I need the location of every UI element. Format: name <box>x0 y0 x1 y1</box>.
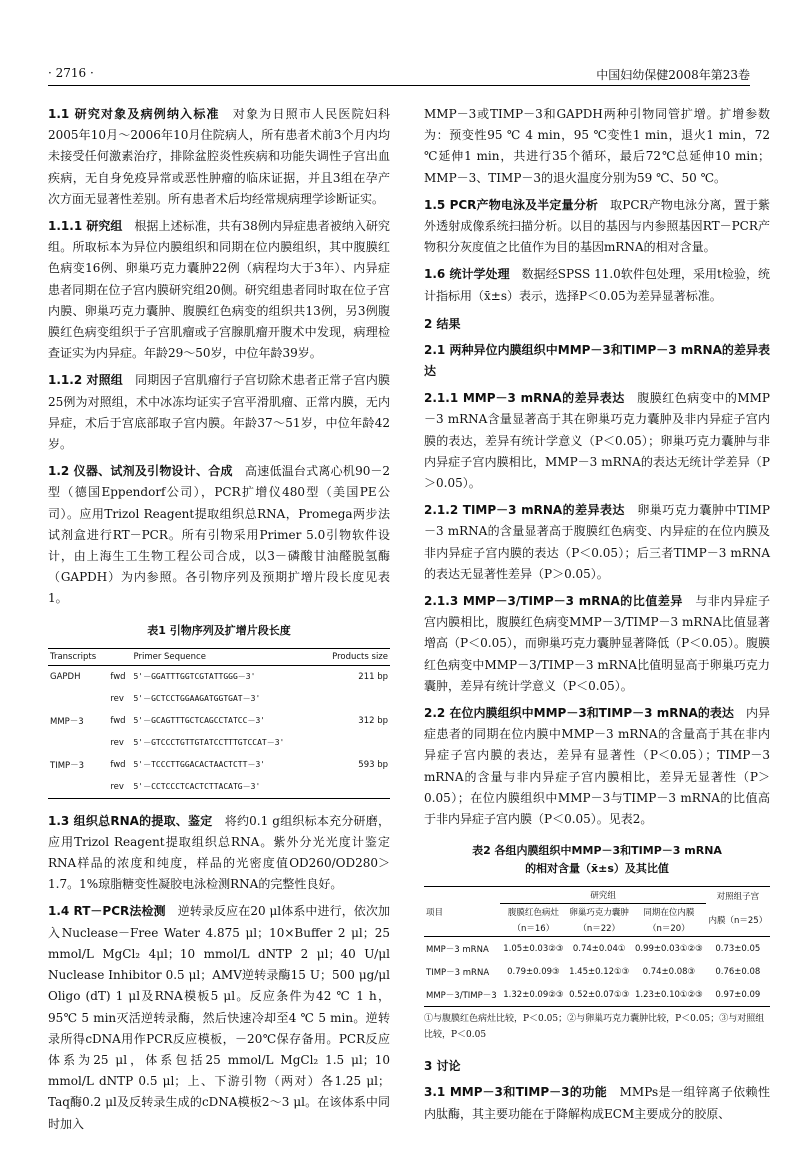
table-cell: 0.74±0.08③ <box>642 966 696 977</box>
paragraph-1-3 <box>48 811 390 896</box>
table-row <box>48 665 390 688</box>
paragraph-1-2 <box>48 461 390 609</box>
page-header <box>48 66 750 84</box>
heading-1-1: 1.1 研究对象及病例纳入标准 <box>48 107 220 121</box>
table-cell: rev <box>110 693 124 704</box>
text-2-1-1: 腹膜红色病变中的MMP－3 mRNA含量显著高于其在卵巢巧克力囊肿及非内异症子宫内膜的表达，差异有统计学意义（P＜0.05）；卵巢巧克力囊肿与非内异症子宫内膜相比，MMP－3 mRNA的表达无统计学差异（P＞0.05）。 <box>424 391 770 491</box>
table-cell: fwd <box>110 715 126 726</box>
table-cell: MMP－3/TIMP－3 <box>426 990 497 1001</box>
right-column <box>424 104 770 1131</box>
table2-subheader-n: （n＝16） <box>500 920 566 937</box>
heading-2-2: 2.2 在位内膜组织中MMP－3和TIMP－3 mRNA的表达 <box>424 706 734 721</box>
table-cell: 1.45±0.12①③ <box>569 966 630 977</box>
table-cell: 0.74±0.04① <box>572 943 626 954</box>
table-cell: 312 bp <box>358 715 388 726</box>
table-row <box>424 983 770 1007</box>
text-1-6: 数据经SPSS 11.0软件包处理，采用t检验，统计指标用（x̄±s）表示，选择P＜0.05为差异显著标准。 <box>424 267 770 303</box>
heading-2-1-2: 2.1.2 TIMP－3 mRNA的差异表达 <box>424 503 625 518</box>
paragraph-2-1-3 <box>424 591 770 697</box>
paragraph-2-1-2 <box>424 500 770 585</box>
header-rule <box>48 85 750 86</box>
heading-1-3: 1.3 组织总RNA的提取、鉴定 <box>48 813 213 828</box>
table-cell: fwd <box>110 759 126 770</box>
text-2-1-3: 与非内异症子宫内膜相比，腹膜红色病变MMP－3/TIMP－3 mRNA比值显著增高（P＜0.05），而卵巢巧克力囊肿显著降低（P＜0.05）。腹膜红色病变中MMP－3/TIMP－3 mRNA比值明显高于卵巢巧克力囊肿，差异有统计学意义（P＜0.05）。 <box>424 594 770 693</box>
table-cell: MMP－3 mRNA <box>426 944 489 955</box>
table-cell: MMP－3 <box>50 716 84 727</box>
heading-3-1: 3.1 MMP－3和TIMP－3的功能 <box>424 1085 608 1100</box>
text-1-4: 逆转录反应在20 μl体系中进行，依次加入Nuclease－Free Water 4.875 μl；10×Buffer 2 μl；25 mmol/L MgCl₂ 4μl；10 mmol/L dNTP 2 μl；40 U/μl Nuclease Inhibitor 0.5 μl；AMV逆转录酶15 U；500 μg/μl Oligo (dT) 1 μl及RNA模板5 μl。反应条件为42 ℃ 1 h，95℃ 5 min灭活逆转录酶，然后快速冷却至4 ℃ 5 min。逆转录所得cDNA用作PCR反应模板，－20℃保存备用。PCR反应体系为25 μl，体系包括25 mmol/L MgCl₂ 1.5 μl；10 mmol/L dNTP 0.5 μl；上、下游引物（两对）各1.25 μl；Taq酶0.2 μl及反转录生成的cDNA模板2～3 μl。在该体系中同时加入 <box>48 904 390 1131</box>
table-row <box>424 937 770 961</box>
table-cell: 5'－TCCCTTGGACACTAACTCTT－3' <box>133 760 266 770</box>
table2-item-header: 项目 <box>424 887 500 937</box>
heading-1-1-1: 1.1.1 研究组 <box>48 219 123 234</box>
table-row <box>48 732 390 754</box>
table-cell: 5'－CCTCCCTCACTCTTACATG－3' <box>133 782 261 792</box>
table-cell: 1.23±0.10①②③ <box>634 989 703 1000</box>
table-cell: 0.52±0.07①③ <box>569 989 630 1000</box>
heading-1-1-2: 1.1.2 对照组 <box>48 373 123 388</box>
text-3-1: MMPs是一组锌离子依赖性内肽酶，其主要功能在于降解构成ECM主要成分的胶原、 <box>424 1085 770 1121</box>
text-1-3: 将约0.1 g组织标本充分研磨，应用Trizol Reagent提取组织总RNA。紫外分光光度计鉴定RNA样品的浓度和纯度，样品的光密度值OD260/OD280＞1.7。1%琼脂糖变性凝胶电泳检测RNA的完整性良好。 <box>48 813 390 892</box>
paragraph-continued: MMP－3或TIMP－3和GAPDH两种引物同管扩增。扩增参数为：预变性95 ℃ 4 min，95 ℃变性1 min，退火1 min，72 ℃延伸1 min，共进行35个循环，最后72℃总延伸10 min；MMP－3、TIMP－3的退火温度分别为59 ℃、50 ℃。 <box>424 107 770 185</box>
table-cell: rev <box>110 737 124 748</box>
text-2-1-2: 卵巢巧克力囊肿中TIMP－3 mRNA的含量显著高于腹膜红色病变、内异症的在位内膜及非内异症子宫内膜的表达（P＜0.05）；后三者TIMP－3 mRNA的表达无显著性差异（P＞0.05）。 <box>424 503 770 581</box>
table-row <box>48 688 390 710</box>
table-cell: 1.32±0.09②③ <box>503 989 564 1000</box>
heading-2-1-1: 2.1.1 MMP－3 mRNA的差异表达 <box>424 391 625 406</box>
paragraph-2-2 <box>424 703 770 830</box>
table-cell: 0.99±0.03①②③ <box>634 943 703 954</box>
table2-group-header: 研究组 <box>500 887 705 904</box>
heading-1-4: 1.4 RT－PCR法检测 <box>48 904 166 919</box>
text-1-2: 高速低温台式离心机90－2型（德国Eppendorf公司），PCR扩增仪480型（美国PE公司）。应用Trizol Reagent提取组织总RNA，Promega两步法试剂盒进行RT－PCR。所有引物采用Primer 5.0引物软件设计，由上海生工生物工程公司合成，以3－磷酸甘油醛脱氢酶（GAPDH）为内参照。各引物序列及预期扩增片段长度见表1。 <box>48 464 391 606</box>
section-heading-discussion: 3 讨论 <box>424 1059 461 1074</box>
table-cell: 211 bp <box>358 671 388 682</box>
heading-1-2: 1.2 仪器、试剂及引物设计、合成 <box>48 464 233 479</box>
table2-subheader: 腹膜红色病灶 <box>507 908 559 919</box>
table-cell <box>48 688 108 710</box>
table-cell: 0.97±0.09 <box>715 989 761 1000</box>
paragraph-1-1 <box>48 104 390 210</box>
text-1-1-2: 同期因子宫肌瘤行子宫切除术患者正常子宫内膜25例为对照组，术中冰冻均证实子宫平滑肌瘤、正常内膜，无内异症，术后于宫底部取子宫内膜。年龄37～51岁，中位年龄42岁。 <box>48 373 390 452</box>
table-cell: 5'－GCTCCTGGAAGATGGTGAT－3' <box>133 694 261 704</box>
paragraph-2-1-1 <box>424 388 770 494</box>
paragraph-1-6 <box>424 264 770 306</box>
paragraph-1-4 <box>48 901 390 1134</box>
table-cell: 5'－GGATTTGGTCGTATTGGG－3' <box>133 672 256 682</box>
table-cell: TIMP－3 <box>50 760 85 771</box>
paragraph-1-1-1 <box>48 216 390 364</box>
table-row <box>48 776 390 799</box>
table1-header-row <box>48 648 390 665</box>
table-cell: 593 bp <box>358 759 388 770</box>
page-number: · 2716 · <box>48 66 94 80</box>
table-cell: rev <box>110 781 124 792</box>
table2-subheader-n: （n＝20） <box>632 920 706 937</box>
table-cell <box>48 732 108 754</box>
table1-caption: 表1 引物序列及扩增片段长度 <box>147 623 291 637</box>
section-heading-results: 2 结果 <box>424 316 461 331</box>
table-cell: 0.73±0.05 <box>715 943 761 954</box>
paragraph-1-5 <box>424 195 770 259</box>
table-cell: 5'－GCAGTTTGCTCAGCCTATCC－3' <box>133 716 266 726</box>
table2-subheader: 同期在位内膜 <box>643 908 695 919</box>
left-column <box>48 104 390 1141</box>
table2-header-row <box>424 887 770 904</box>
paragraph-1-1-2 <box>48 370 390 455</box>
table-cell: TIMP－3 mRNA <box>426 967 490 978</box>
table-cell: 0.79±0.09③ <box>507 966 560 977</box>
table-row <box>48 710 390 732</box>
table2 <box>424 886 770 1007</box>
heading-1-6: 1.6 统计学处理 <box>424 267 510 282</box>
text-1-1-1: 根据上述标准，共有38例内异症患者被纳入研究组。所取标本为异位内膜组织和同期在位内膜组织，其中腹膜红色病变16例、卵巢巧克力囊肿22例（病程均大于3年）、内异症患者同期在位子宫内膜研究组20侧。研究组患者同时取在位子宫内膜、卵巢巧克力囊肿、腹膜红色病变的组织共13例，另3例腹膜红色病变组织于子宫肌瘤或子宫腺肌瘤开腹术中发现，病理检查证实为内异症。年龄29～50岁，中位年龄39岁。 <box>48 219 390 361</box>
table1-header: Products size <box>318 648 390 665</box>
table1-header: Transcripts <box>48 648 108 665</box>
table-cell: fwd <box>110 671 126 682</box>
text-1-5: 取PCR产物电泳分离，置于紫外透射成像系统扫描分析。以目的基因与内参照基因RT－PCR产物积分灰度值之比值作为目的基因mRNA的相对含量。 <box>424 197 770 255</box>
paragraph-3-1 <box>424 1082 770 1124</box>
text-2-2: 内异症患者的同期在位内膜中MMP－3 mRNA的含量高于其在非内异症子宫内膜的表达，差异有显著性（P＜0.05）；TIMP－3 mRNA的含量与非内异症子宫内膜相比，差异无显著性（P＞0.05）；在位内膜组织中MMP－3与TIMP－3 mRNA的比值高于非内异症子宫内膜（P＜0.05）。见表2。 <box>424 706 770 827</box>
table-cell: 5'－GTCCCTGTTGTATCCTTTGTCCAT－3' <box>133 738 285 748</box>
text-1-1: 对象为日照市人民医院妇科2005年10月～2006年10月住院病人，所有患者术前3个月内均未接受任何激素治疗，排除盆腔炎性疾病和功能失调性子宫出血疾病，无自身免疫异常或恶性肿瘤的临床证据，并且3组在孕产次方面无显著性差别。所有患者术后均经常规病理学诊断证实。 <box>48 107 390 206</box>
table-cell <box>318 732 390 754</box>
table-cell <box>318 688 390 710</box>
table-row <box>48 754 390 776</box>
table-cell: GAPDH <box>50 671 81 682</box>
table-cell <box>48 776 108 799</box>
table-cell <box>318 776 390 799</box>
table2-control-n: 内膜（n＝25） <box>706 904 770 937</box>
table2-control-header: 对照组子宫 <box>716 891 760 902</box>
table1 <box>48 648 390 799</box>
journal-title: 中国妇幼保健2008年第23卷 <box>596 68 750 82</box>
table2-subheader: 卵巢巧克力囊肿 <box>569 908 629 919</box>
table1-header <box>108 648 131 665</box>
heading-1-5: 1.5 PCR产物电泳及半定量分析 <box>424 197 598 212</box>
table2-subheader-n: （n＝22） <box>566 920 632 937</box>
heading-2-1-3: 2.1.3 MMP－3/TIMP－3 mRNA的比值差异 <box>424 594 683 609</box>
table-cell: 0.76±0.08 <box>715 966 761 977</box>
table2-caption-line2: 的相对含量（x̄±s）及其比值 <box>525 862 669 876</box>
table1-header: Primer Sequence <box>131 648 317 665</box>
table-cell: 1.05±0.03②③ <box>503 943 564 954</box>
table-row <box>424 960 770 983</box>
heading-2-1: 2.1 两种异位内膜组织中MMP－3和TIMP－3 mRNA的差异表达 <box>424 342 770 379</box>
table2-footnote: ①与腹膜红色病灶比较，P＜0.05；②与卵巢巧克力囊肿比较，P＜0.05；③与对照组比较，P＜0.05 <box>424 1014 765 1041</box>
table2-caption-line1: 表2 各组内膜组织中MMP－3和TIMP－3 mRNA <box>472 844 722 858</box>
